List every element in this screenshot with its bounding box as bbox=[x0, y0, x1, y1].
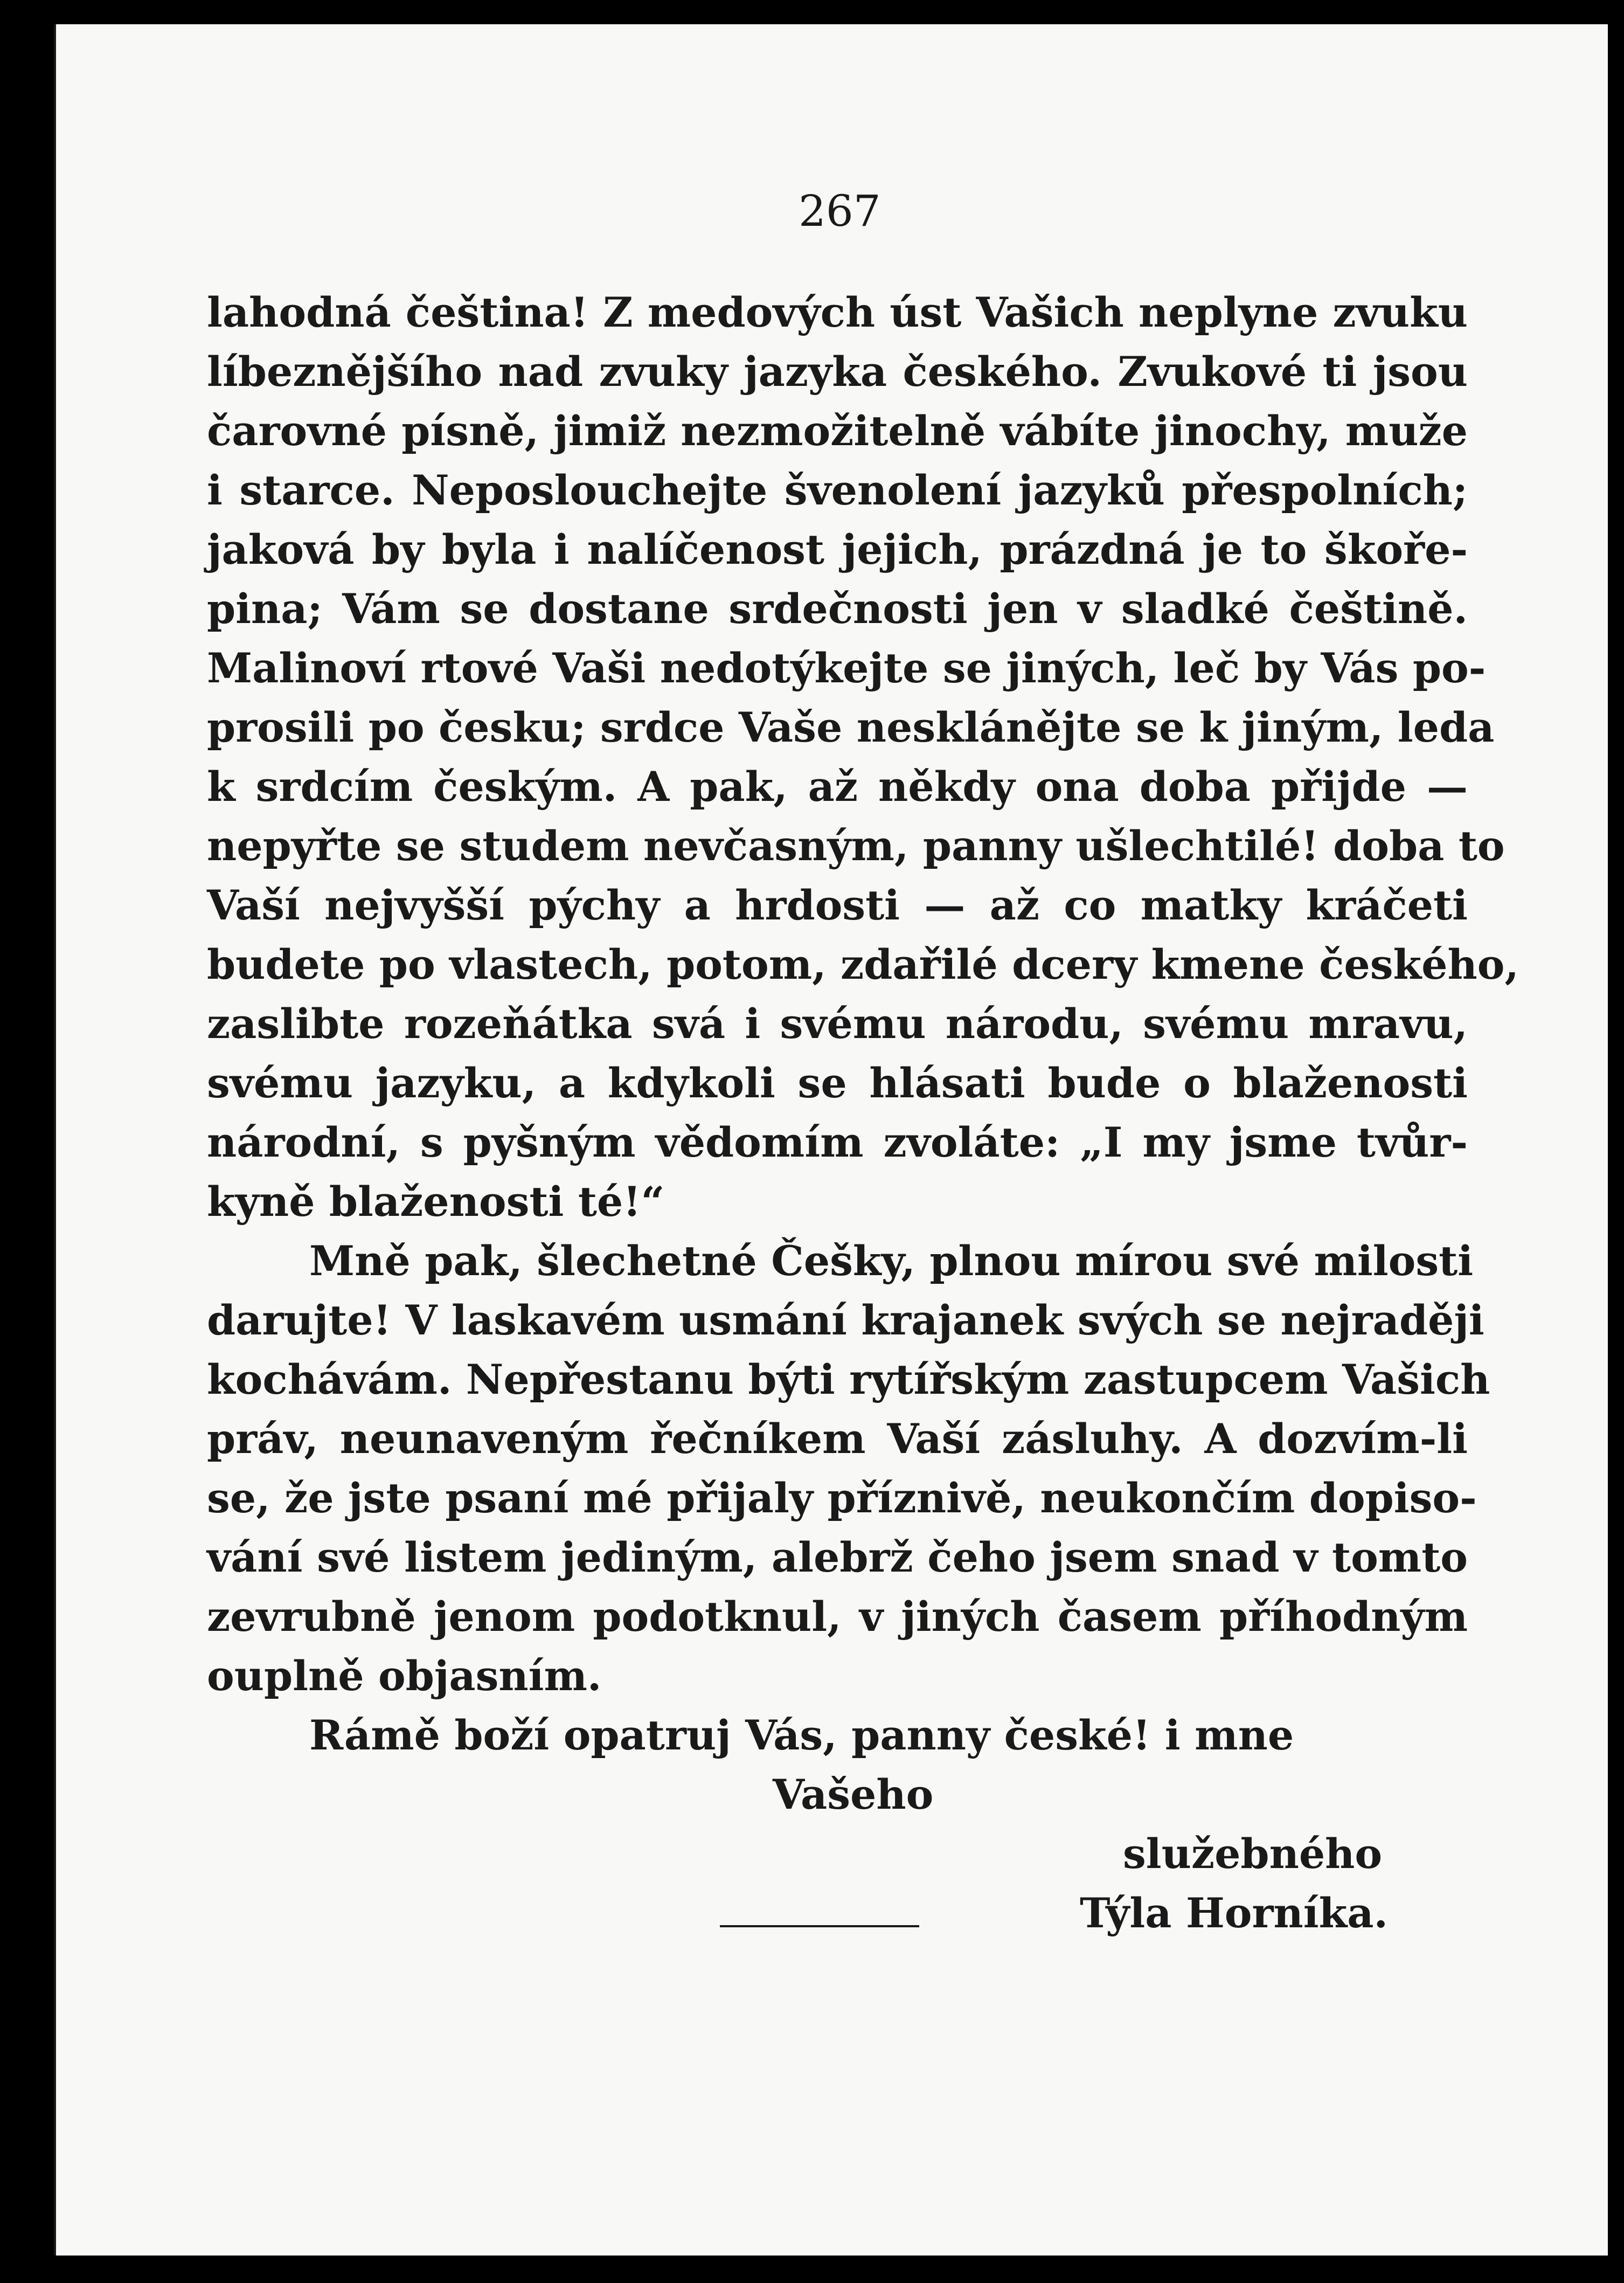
text-line: zevrubně jenom podotknul, v jiných časem příhodným bbox=[207, 1593, 1468, 1641]
text-line: budete po vlastech, potom, zdařilé dcery kmene českého, bbox=[207, 940, 1519, 988]
signature-line-1: Vašeho bbox=[773, 1770, 934, 1818]
text-line: lahodná čeština! Z medových úst Vašich neplyne zvuku bbox=[207, 288, 1468, 336]
text-line: líbeznějšího nad zvuky jazyka českého. Zvukové ti jsou bbox=[207, 348, 1468, 396]
text-line: svému jazyku, a kdykoli se hlásati bude o blaženosti bbox=[207, 1059, 1468, 1107]
text-line: Mně pak, šlechetné Češky, plnou mírou své milosti bbox=[309, 1237, 1474, 1285]
text-line: nepyřte se studem nevčasným, panny ušlechtilé! doba to bbox=[207, 822, 1505, 870]
text-line: darujte! V laskavém usmání krajanek svých se nejraději bbox=[207, 1296, 1484, 1344]
text-line: ouplně objasním. bbox=[207, 1652, 602, 1700]
text-line: národní, s pyšným vědomím zvoláte: „I my jsme tvůr- bbox=[207, 1118, 1468, 1166]
text-line: zaslibte rozeňátka svá i svému národu, svému mravu, bbox=[207, 1000, 1468, 1048]
text-line: pina; Vám se dostane srdečnosti jen v sladké češtině. bbox=[207, 585, 1468, 633]
text-line: jaková by byla i nalíčenost jejich, prázdná je to škoře- bbox=[207, 525, 1468, 573]
text-line: čarovné písně, jimiž nezmožitelně vábíte jinochy, muže bbox=[207, 407, 1468, 455]
text-line: i starce. Neposlouchejte švenolení jazyků přespolních; bbox=[207, 466, 1468, 514]
text-line: kochávám. Nepřestanu býti rytířským zastupcem Vašich bbox=[207, 1355, 1490, 1403]
signature-name: Týla Horníka. bbox=[1080, 1889, 1388, 1937]
text-line: Malinoví rtové Vaši nedotýkejte se jiných, leč by Vás po- bbox=[207, 644, 1486, 692]
text-line: se, že jste psaní mé přijaly příznivě, neukončím dopiso- bbox=[207, 1474, 1477, 1522]
text-line: k srdcím českým. A pak, až někdy ona doba přijde — bbox=[207, 763, 1468, 811]
text-line: práv, neunaveným řečníkem Vaší zásluhy. A dozvím-li bbox=[207, 1415, 1468, 1463]
page-number: 267 bbox=[799, 186, 881, 236]
book-page bbox=[54, 24, 1608, 2256]
closing-rule bbox=[720, 1925, 919, 1927]
signature-line-2: služebného bbox=[1123, 1830, 1383, 1878]
text-line: kyně blaženosti té!“ bbox=[207, 1178, 665, 1226]
text-line: vání své listem jediným, alebrž čeho jsem snad v tomto bbox=[207, 1533, 1468, 1581]
text-line: Rámě boží opatruj Vás, panny české! i mne bbox=[309, 1711, 1294, 1759]
text-line: Vaší nejvyšší pýchy a hrdosti — až co matky kráčeti bbox=[207, 881, 1468, 929]
text-line: prosili po česku; srdce Vaše nesklánějte se k jiným, leda bbox=[207, 703, 1495, 751]
